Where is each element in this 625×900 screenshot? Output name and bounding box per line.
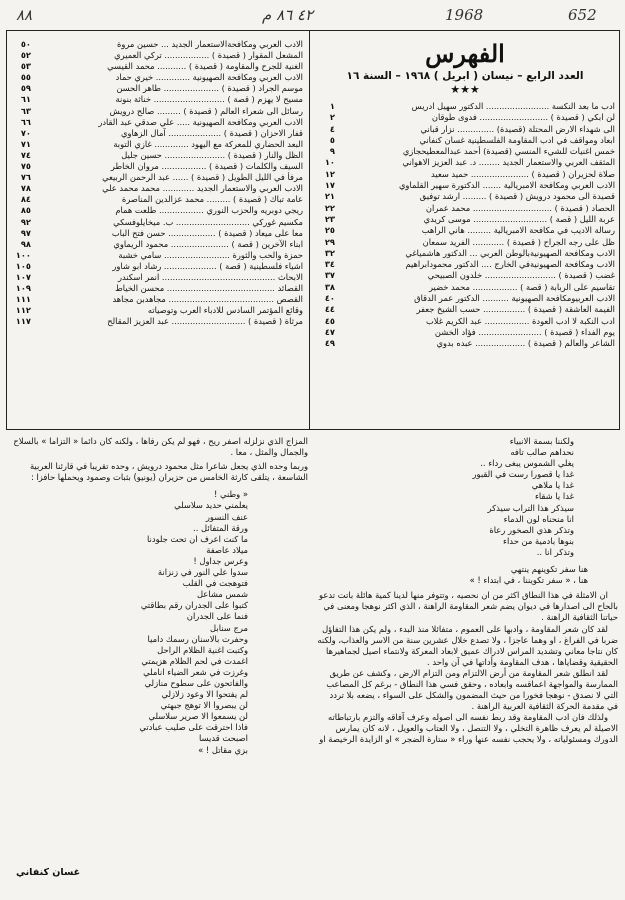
toc-entry-page: ٦٦ bbox=[20, 116, 31, 127]
poem-line: ما كنت اعرف ان تحت جلودنا bbox=[146, 533, 248, 544]
toc-entry-title: ادب النكبة لا ادب العودة ................. عبد الكريم غلاب bbox=[425, 315, 615, 326]
toc-entry-title: وقائع المؤتمر السادس للادباء العرب وتوصياته bbox=[147, 305, 303, 316]
toc-entry-page: ١٠٠ bbox=[15, 249, 31, 260]
toc-entry-title: الى شهداء الارض المحتلة (قصيدة) .............. نزار قباني bbox=[420, 123, 615, 134]
toc-entry-page: ١٧ bbox=[324, 180, 335, 191]
toc-entry bbox=[315, 225, 615, 236]
toc-entry-title: معا على ميعاد ( قصيدة ) .................. حسن فتح الباب bbox=[111, 227, 303, 238]
poem-closing-1: هنا سفر تكوينهم ينتهي bbox=[510, 564, 588, 575]
toc-entry-title: البعد الحضاري للمعركة مع اليهود ............. غازي التوبة bbox=[113, 138, 303, 149]
toc-entry-title: غضب ( قصيدة ) ........................... خلدون الصبيحي bbox=[427, 270, 615, 281]
toc-entry bbox=[315, 101, 615, 112]
toc-entry-page: ٧٦ bbox=[20, 172, 31, 183]
toc-entry-page: ٩٢ bbox=[20, 216, 31, 227]
essay-left-intro: المزاج الذي نزلزله اصفر ريح ، فهو لم يكن رفاها ، ولكنه كان دائما « التزاما » بالسلاح والجمال والمثل ، معا . bbox=[13, 436, 308, 458]
toc-entry bbox=[11, 239, 303, 250]
toc-entry bbox=[315, 214, 615, 225]
toc-entry-title: عربة الليل ( قصة ) ............................ موسى كريدي bbox=[423, 213, 615, 224]
essay-right-paragraphs bbox=[316, 590, 618, 745]
toc-entry-page: ٢٢ bbox=[324, 202, 335, 213]
poem-closing-2: هنا ، « سفر تكويننا ، في ابتداء ! » bbox=[469, 575, 588, 586]
poem-right bbox=[316, 436, 618, 558]
poem-line: فنما على الجدران bbox=[186, 611, 248, 622]
toc-entry bbox=[315, 327, 615, 338]
toc-entry bbox=[315, 248, 615, 259]
toc-entry-page: ٤ bbox=[329, 123, 335, 134]
poem-line: وتذكر هذي الصخور رعاة bbox=[489, 524, 574, 535]
toc-entry-page: ٣٤ bbox=[324, 259, 335, 270]
poem-line: لن يسمعوا الا صرير سلاسلي bbox=[148, 711, 248, 722]
toc-entry bbox=[315, 304, 615, 315]
poem-line: « وطني ! bbox=[213, 489, 248, 500]
poem-line: نحداهم صالب تافه bbox=[510, 447, 574, 458]
toc-entry bbox=[11, 139, 303, 150]
toc-title: الفهرس bbox=[425, 39, 505, 68]
toc-entry-page: ٥٥ bbox=[20, 72, 31, 83]
poem-line: يغلي الشموس يبغى رداء .. bbox=[480, 458, 574, 469]
toc-entry-title: مرفأ في الليل الطويل ( قصيدة ) ...... عبد الرحمن الربيعي bbox=[102, 172, 303, 183]
toc-entry-page: ٢١ bbox=[324, 191, 335, 202]
toc-entry-title: المثقف العربي والاستعمار الجديد ........ د. عبد العزيز الاهواني bbox=[402, 157, 615, 168]
toc-entry-title: لن ابكي ( قصيدة ) .......................... فدوى طوقان bbox=[431, 112, 615, 123]
toc-entry-title: موسم الجراد ( قصيدة ) ..................... طاهر الحسن bbox=[116, 83, 303, 94]
toc-entry-title: الادب العربي ومكافحة الصهيونية ............. خيري حماد bbox=[115, 72, 303, 83]
toc-issue-line: العدد الرابع – نيسان ( ابريل ) ١٩٦٨ – السنة ١٦ bbox=[346, 70, 584, 82]
toc-entry-page: ١٢ bbox=[324, 168, 335, 179]
toc-entry-page: ٩٨ bbox=[20, 238, 31, 249]
poem-line: وحفرت بالاسنان رسمك داميا bbox=[147, 633, 248, 644]
toc-entry bbox=[315, 203, 615, 214]
toc-entry-title: الادب العربي والاستعمار الجديد ............ محمد محمد علي bbox=[102, 183, 303, 194]
toc-entry-page: ٩٧ bbox=[20, 227, 31, 238]
toc-entry-page: ٧٥ bbox=[20, 161, 31, 172]
poem-line: غدا يا قصورا رست في القبور bbox=[472, 469, 574, 480]
toc-entry bbox=[11, 261, 303, 272]
toc-entry-page: ١ bbox=[329, 101, 335, 111]
toc-entry-page: ٦١ bbox=[20, 94, 31, 105]
toc-entry-page: ٣٢ bbox=[324, 247, 335, 258]
toc-entry-title: القصائد ......................................... محسن الخياط bbox=[115, 283, 303, 294]
toc-left-list bbox=[11, 39, 303, 327]
toc-entry-page: ٤٤ bbox=[324, 304, 335, 315]
toc-entry bbox=[315, 282, 615, 293]
poem-line: بزي مقاتل ! » bbox=[198, 744, 248, 755]
poem-line: مرج سنابل bbox=[210, 622, 248, 633]
toc-left-column bbox=[11, 39, 303, 327]
toc-entry-page: ١١١ bbox=[15, 294, 31, 305]
toc-entry bbox=[11, 183, 303, 194]
toc-entry-title: الادب العربيومكافحة الصهيونية .......... الدكتور عمر الدقاق bbox=[414, 293, 615, 304]
poem-line: سدوا علي النور في زنزانة bbox=[157, 567, 248, 578]
toc-entry bbox=[11, 316, 303, 327]
toc-entry-page: ٢٥ bbox=[324, 225, 335, 236]
toc-entry bbox=[315, 146, 615, 157]
toc-entry bbox=[11, 128, 303, 139]
toc-entry bbox=[11, 205, 303, 216]
toc-entry bbox=[11, 217, 303, 228]
toc-entry-page: ٥٩ bbox=[20, 83, 31, 94]
toc-entry-title: الغنية للجرح والمقاومة ( قصيدة ) ........... محمد القيسي bbox=[107, 61, 303, 72]
toc-entry-title: ريجي دوبريه والحزب النوري ................. طلعت همام bbox=[115, 205, 303, 216]
poem-line: شمس مشاعل bbox=[196, 589, 248, 600]
toc-entry-title: الابحاث ........................................... انمر اسكندر bbox=[117, 271, 303, 282]
poem-line: غدا يا ملاهي bbox=[531, 480, 574, 491]
toc-entry-page: ٧٠ bbox=[20, 127, 31, 138]
poem-line: كتبوا على الجدران رقم بطاقتي bbox=[140, 600, 248, 611]
toc-entry bbox=[11, 61, 303, 72]
poem-line: انا منحناه لون الدماء bbox=[503, 513, 574, 524]
toc-entry bbox=[11, 272, 303, 283]
toc-entry-title: رسالة الاديب في مكافحة الامبريالية ......... هاني الراهب bbox=[421, 225, 615, 236]
poem-line: ورقة المتفائل .. bbox=[193, 522, 248, 533]
toc-entry-title: قصيدة الى محمود درويش ( قصيدة ) ......... ارشد توفيق bbox=[419, 191, 615, 202]
toc-entry bbox=[11, 194, 303, 205]
toc-entry bbox=[11, 117, 303, 128]
toc-entry-title: حمزة والحب والثورة ......................... سامي خشبة bbox=[118, 249, 303, 260]
toc-entry-title: ابعاد ومواقف في ادب المقاومة الفلسطينية غسان كنفاني bbox=[419, 134, 615, 145]
toc-right-list bbox=[315, 101, 615, 350]
handwritten-year: 1968 bbox=[445, 6, 484, 24]
toc-entry bbox=[11, 250, 303, 261]
toc-entry bbox=[315, 316, 615, 327]
toc-entry bbox=[315, 259, 615, 270]
poem-line: فاذا احترقت على صليب عبادتي bbox=[139, 722, 248, 733]
toc-entry-title: خمس اغنيات للشيء المنسي (قصيدة) أحمد عبدالمعطيحجازي bbox=[402, 146, 615, 157]
toc-entry-page: ٥ bbox=[329, 134, 335, 145]
toc-entry-title: الفيمة العاشقة ( قصيدة ) ................ حسب الشيخ جعفر bbox=[416, 304, 615, 315]
poem-line: لم يفتحوا الا وعود زلازلي bbox=[161, 689, 248, 700]
toc-entry bbox=[11, 161, 303, 172]
toc-entry-page: ٥٢ bbox=[20, 50, 31, 61]
toc-entry bbox=[11, 305, 303, 316]
poem-line: عنف النسور bbox=[205, 511, 248, 522]
poem-line: وغرزت في شعر الضياء اناملي bbox=[143, 666, 248, 677]
poem-line: سيذكر هذا التراب سيذكر bbox=[487, 502, 574, 513]
toc-entry-page: ٢٩ bbox=[324, 236, 335, 247]
toc-entry bbox=[315, 180, 615, 191]
poem-line: بنوها بادمية من حداء bbox=[503, 535, 574, 546]
toc-entry-title: قفار الاحزان ( قصيدة ) .................... آمال الزهاوي bbox=[120, 127, 303, 138]
toc-right-column bbox=[315, 35, 615, 350]
toc-entry-page: ٦٣ bbox=[20, 105, 31, 116]
toc-entry-title: مرثاة ( قصيدة ) ............................ عبد العزيز المقالح bbox=[107, 316, 303, 327]
essay-right-column bbox=[316, 436, 618, 746]
toc-entry bbox=[11, 106, 303, 117]
poem-line: يعلمني حديد سلاسلي bbox=[174, 500, 248, 511]
toc-entry-page: ٢٣ bbox=[324, 213, 335, 224]
toc-entry bbox=[11, 283, 303, 294]
table-of-contents bbox=[6, 30, 620, 430]
toc-entry bbox=[11, 228, 303, 239]
toc-entry-title: ابناء الآخرين ( قصة ) ...................... محمود الريماوي bbox=[113, 238, 303, 249]
toc-entry-page: ٣٧ bbox=[324, 270, 335, 281]
toc-entry bbox=[11, 39, 303, 50]
toc-entry-title: الادب ومكافحة الصهيونيةبالوطن العربي ... الدكتور هاشمياغي bbox=[405, 247, 615, 258]
toc-entry-title: صلاة لحزيران ( قصيدة ) ...................... حميد سعيد bbox=[430, 168, 615, 179]
toc-entry-page: ٢ bbox=[329, 112, 335, 123]
toc-entry bbox=[11, 72, 303, 83]
toc-entry-page: ٤٩ bbox=[324, 338, 335, 349]
author-signature: غسان كنفاني bbox=[16, 867, 81, 878]
toc-entry-page: ٧١ bbox=[20, 138, 31, 149]
essay-paragraph: لقد كان شعر المقاومة ، وادبها على العموم ، متفائلا منذ البدء ، ولم يكن هذا التفاؤل ضربا في الفراغ ، او وهما عاجزا ، ولا تصدع خلال عشرين سنة من الاسر والعذاب، ولكنه كان نتاجا معاني وتشديد المراس لادراك عميق لابعاد المعركة ولانتماء اصيل لجماهيرها الحقيقية وقضاياها ، هدف المقاومة وأداتها في آن واحد . bbox=[317, 623, 618, 667]
toc-entry bbox=[315, 270, 615, 281]
toc-entry-title: الحصاد ( قصيدة ) .............................. محمد عمران bbox=[425, 202, 615, 213]
essay-paragraph: ولذلك فان ادب المقاومة وقد ربط نفسه الى اصوله وعرف آفاقه والتزم بارتباطاته الاصيلة لم يعرف ظاهرة التخلي ، ولا التنصل ، ولا العتاب والعويل ، لانه كان يمارس الدورك ومسئولياته ، ولا يحجب نفسه عنها وراء « ستارة الضجر » او الزايدة الرخيصة او bbox=[319, 712, 618, 745]
toc-entry bbox=[11, 50, 303, 61]
toc-entry-title: السيف والكلمات ( قصيدة ) ................. مروان الخاطر bbox=[110, 161, 303, 172]
poem-line: وعرس جداول ! bbox=[193, 555, 248, 566]
toc-entry-title: الادب ومكافحة الصهيونيةفي الخارج .... الدكتور محمودابراهيم bbox=[405, 259, 615, 270]
toc-entry-title: المشعل المقوار ( قصيدة ) ................. تركي العميري bbox=[114, 50, 303, 61]
toc-entry-title: تقاسيم على الربابة ( قصة ) ................. محمد خضير bbox=[428, 281, 615, 292]
toc-entry bbox=[11, 172, 303, 183]
toc-entry-title: مسيح لا يهزم ( قصة ) ........................... خناثة بنونة bbox=[115, 94, 303, 105]
toc-entry bbox=[11, 94, 303, 105]
toc-entry-page: ٨٥ bbox=[20, 205, 31, 216]
toc-entry-title: رسائل الى شعراء العالم ( قصيدة ) ......... صالح درويش bbox=[109, 105, 303, 116]
toc-entry-title: ظل على رجه الجراح ( قصيدة ) ............ الفريد سمعان bbox=[422, 236, 615, 247]
poem-line: ولكننا بسمة الانبياء bbox=[509, 436, 574, 446]
toc-entry-page: ١١٢ bbox=[15, 305, 31, 316]
toc-entry bbox=[11, 83, 303, 94]
toc-entry-page: ٧٤ bbox=[20, 149, 31, 160]
toc-entry-page: ٤٥ bbox=[324, 315, 335, 326]
toc-entry-page: ٨٤ bbox=[20, 194, 31, 205]
toc-entry-page: ٤٠ bbox=[324, 293, 335, 304]
toc-entry-title: ادب ما بعد النكسة ........................ الدكتور سهيل ادريس bbox=[411, 101, 615, 111]
toc-entry-page: ١٠ bbox=[324, 157, 335, 168]
essay-left-column bbox=[8, 436, 308, 878]
toc-entry bbox=[315, 293, 615, 304]
toc-entry bbox=[315, 124, 615, 135]
poem-line: فتوهجت في القلب bbox=[182, 578, 248, 589]
toc-entry-page: ١٠٩ bbox=[15, 283, 31, 294]
toc-entry-title: القصص ........................................ مجاهدبن مجاهد bbox=[112, 294, 303, 305]
poem-left bbox=[8, 489, 308, 755]
toc-entry-title: عامة تباك ( قصيدة ) ......... محمد عزالدين المناصرة bbox=[121, 194, 303, 205]
poem-line: غدا يا شقاء bbox=[534, 491, 574, 502]
toc-entry-page: ٩ bbox=[329, 146, 335, 157]
toc-stars: ★★★ bbox=[450, 83, 480, 96]
toc-entry bbox=[315, 157, 615, 168]
toc-entry-page: ٥٣ bbox=[20, 61, 31, 72]
handwritten-page-number: ٨٨ bbox=[16, 6, 33, 24]
poem-line: اغمدت في لحم الظلام هزيمتي bbox=[141, 655, 248, 666]
toc-entry-page: ١٠٧ bbox=[15, 271, 31, 282]
toc-entry-page: ٧٨ bbox=[20, 183, 31, 194]
toc-entry bbox=[315, 338, 615, 349]
toc-entry bbox=[11, 150, 303, 161]
handwritten-page-652: 652 bbox=[568, 6, 597, 24]
toc-entry bbox=[315, 169, 615, 180]
essay-paragraph: ان الامثلة في هذا النطاق اكثر من ان نحصيه ، وتتوفر منها لدينا كمية هائلة باتت تدعو بالحاح الى اصدارها في ديوان يضم شعر المقاومة الراهنة ، الذي اكثر نوهجا ومعنى في حياتنا الثقافية الراهنة . bbox=[319, 590, 618, 623]
toc-entry-page: ٣٨ bbox=[324, 281, 335, 292]
toc-divider bbox=[309, 31, 310, 429]
poem-line: وكتبت اغنية الظلام الراحل bbox=[157, 644, 248, 655]
toc-entry-page: ١٠٥ bbox=[15, 260, 31, 271]
toc-entry-title: الادب العربي ومكافحة الامبريالية ....... الدكتورة سهير القلماوي bbox=[398, 180, 615, 191]
poem-line: وتذكر انا .. bbox=[536, 546, 574, 557]
toc-entry-page: ٥٠ bbox=[20, 39, 31, 49]
toc-entry-title: يوم الفداء ( قصيدة ) ........................ فؤاد الخشن bbox=[434, 326, 615, 337]
poem-line: والفاتحون على سطوح منازلي bbox=[144, 677, 248, 688]
toc-entry-page: ٤٧ bbox=[324, 326, 335, 337]
toc-entry bbox=[11, 294, 303, 305]
essay-paragraph: لقد انطلق شعر المقاومة من أرض الالتزام ومن التزام الارض ، وكشف عن طريق الممارسة والمواجهة اعماقسه وابعاده ، وحقق فسي هذا النطاق - برغم كل المصاعب التي لا نصدق - نوهجا فخورا من حيث المضمون والشكل على السواء ، يضعه بلا تردد في مقدمة الحركة الثقافية العربية الراهنة . bbox=[326, 667, 618, 712]
toc-entry-title: مكسيم غوركي ............................ ب. ميخايلوفسكي bbox=[113, 216, 303, 227]
toc-entry-page: ١١٧ bbox=[15, 316, 31, 327]
essay-left-paragraph: وربما وحده الذي يجعل شاعرا مثل محمود درويش ، وحده تقريبا في قارئنا العربية الشاسعة ، يتلقى كارثة الخامس من حزيران (يونيو) بثبات وصمود ويحملها حافزا : bbox=[29, 461, 308, 483]
toc-entry-title: الادب العربي ومكافحة الصهيونية ..... علي صدقي عبد القادر bbox=[98, 116, 303, 127]
poem-line: لن يبصروا الا توهج جبهتي bbox=[160, 700, 248, 711]
poem-line: ميلاد عاصفة bbox=[206, 544, 248, 555]
toc-entry-title: الظل والنار ( قصيدة ) ....................... حسين جليل bbox=[121, 149, 303, 160]
toc-entry-title: اشياء فلسطينية ( قصة ) .................... رشاد ابو شاور bbox=[112, 260, 303, 271]
toc-entry bbox=[315, 191, 615, 202]
handwritten-note: ٤٢ ٨٦ م bbox=[262, 6, 314, 24]
toc-entry bbox=[315, 135, 615, 146]
toc-entry bbox=[315, 237, 615, 248]
toc-entry bbox=[315, 112, 615, 123]
toc-entry-title: الادب العربي ومكافحةالاستعمار الجديد ... حسين مروة bbox=[116, 39, 303, 49]
toc-entry-title: الشاعر والعالم ( قصيدة ) ................... عبده بدوي bbox=[436, 338, 615, 349]
poem-line: اصبحت قديسا bbox=[198, 733, 248, 744]
